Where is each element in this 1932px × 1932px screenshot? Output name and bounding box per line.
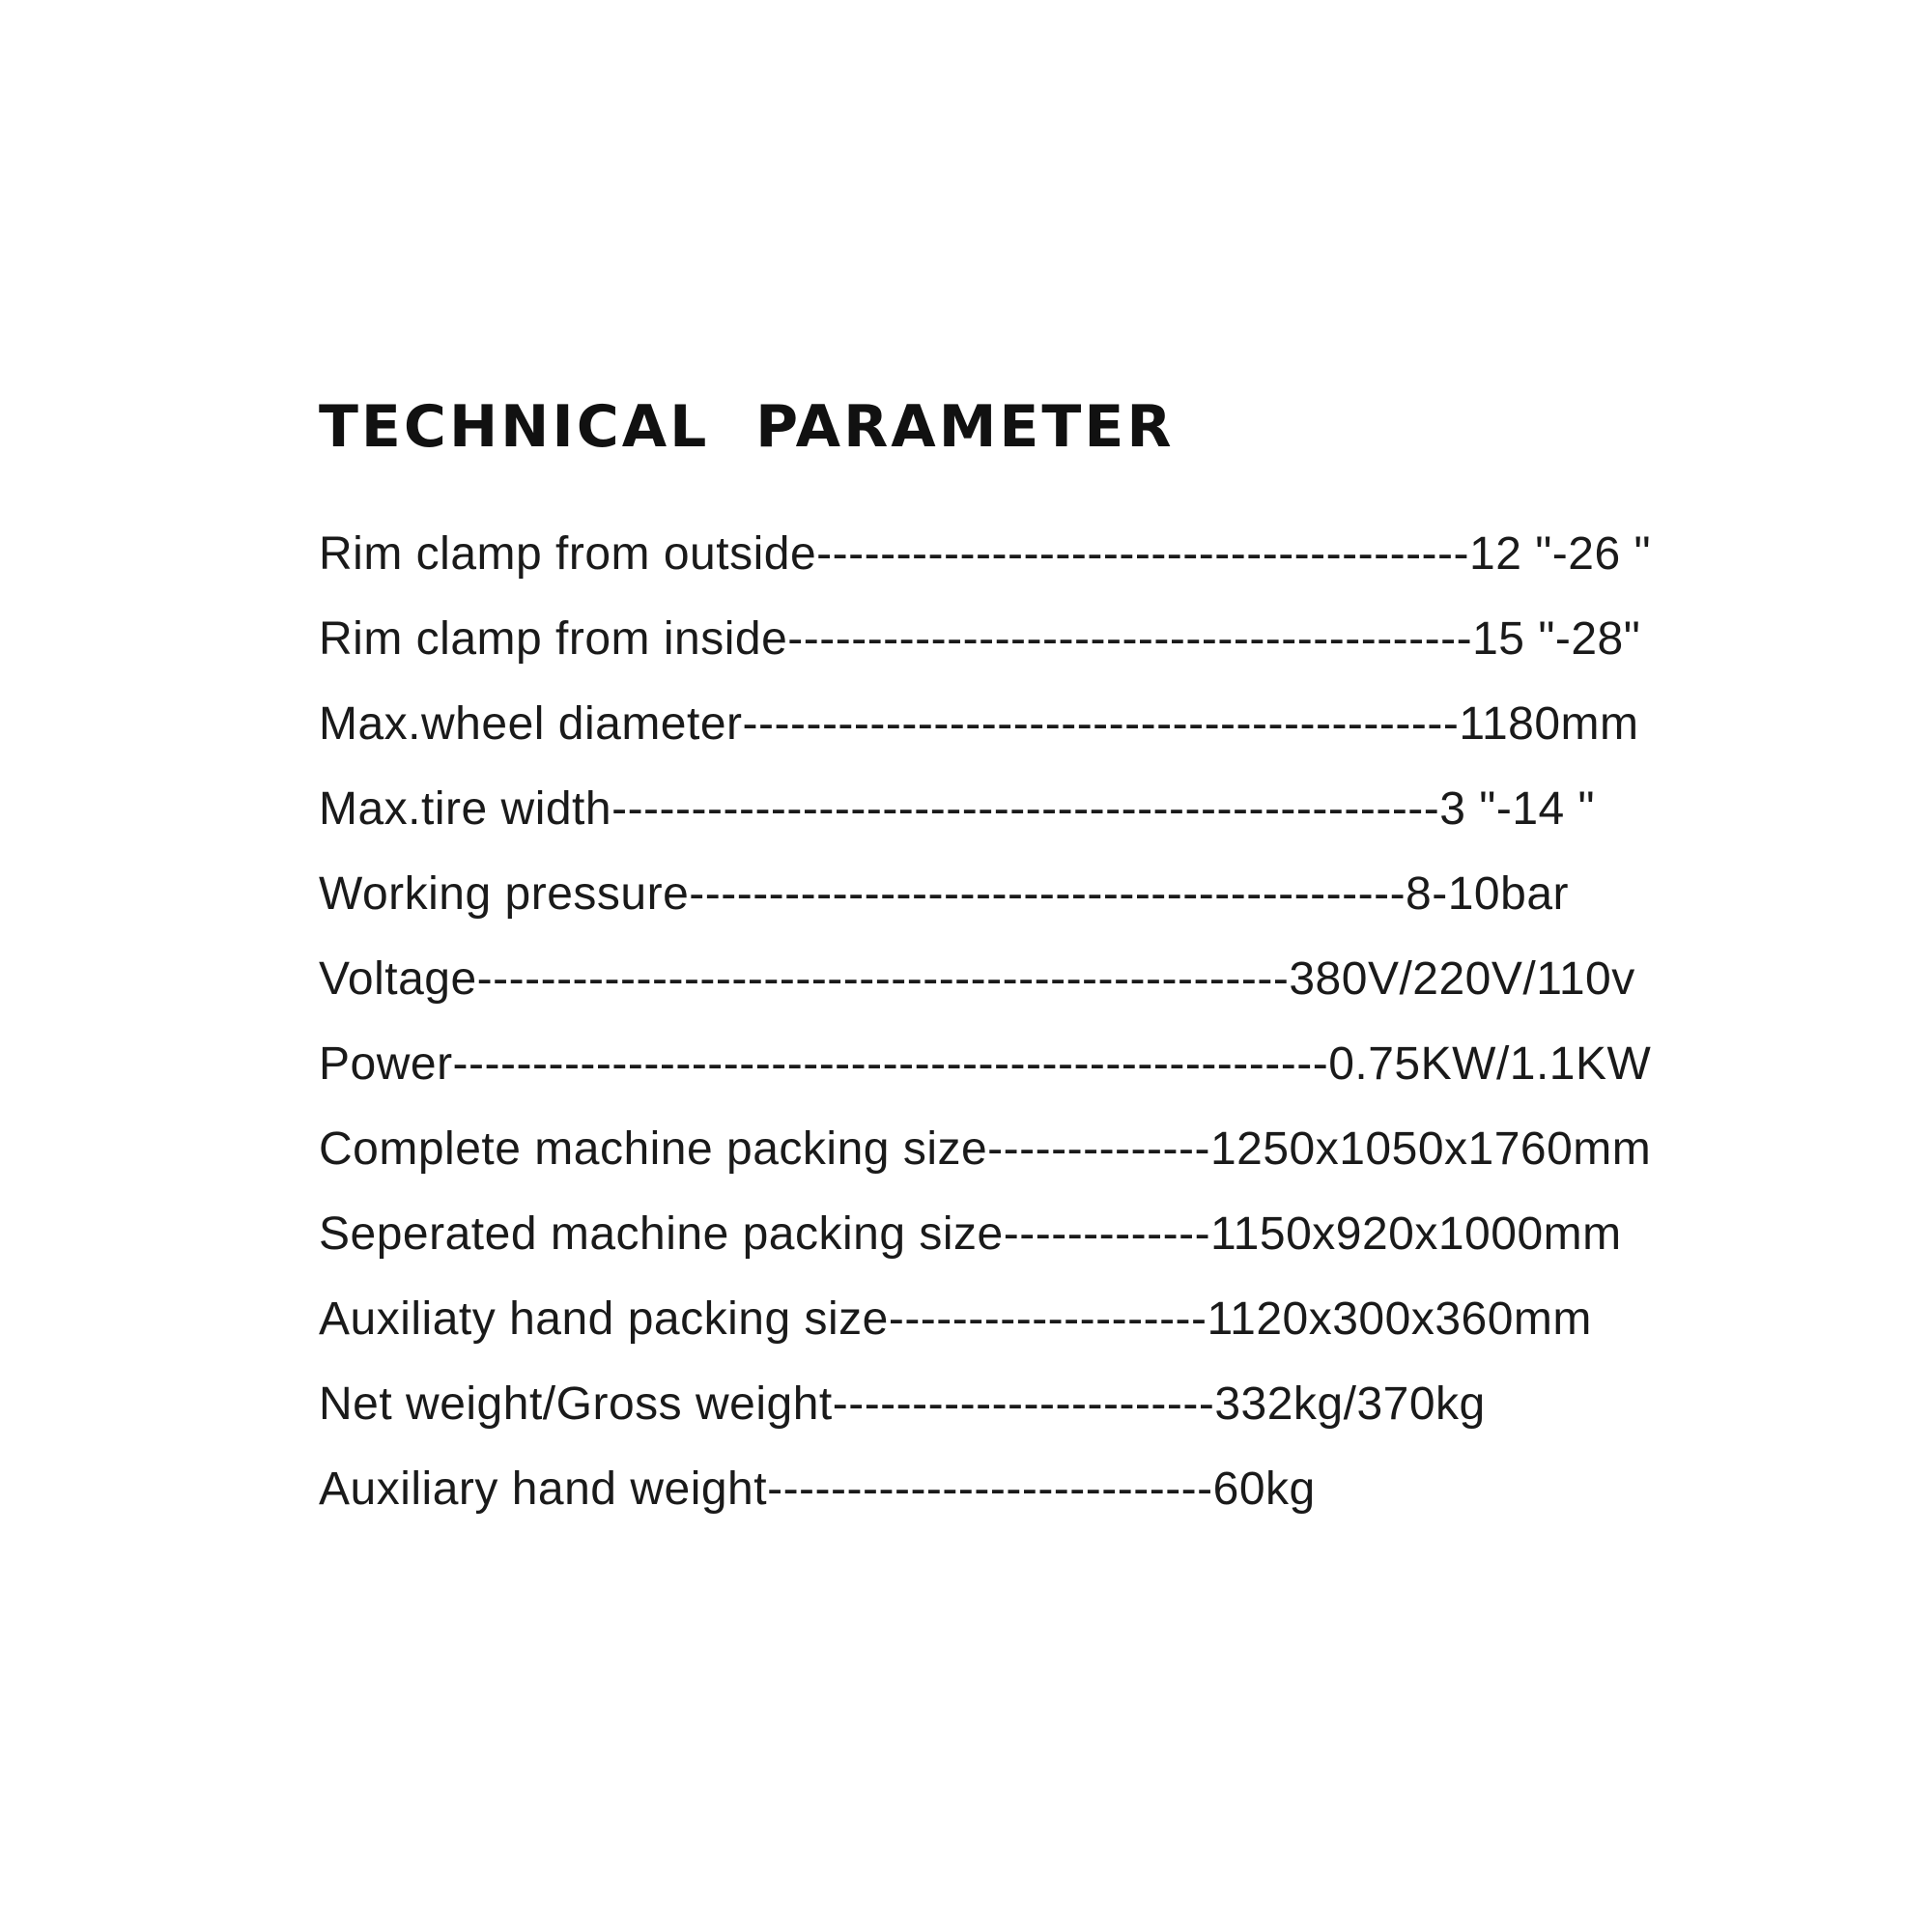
param-complete-packing-size: Complete machine packing size--------------1250x1050x1760mm [319, 1123, 1652, 1175]
param-max-tire-width: Max.tire width----------------------------------------------------3 "-14 " [319, 783, 1596, 835]
parameter-list [319, 522, 1651, 1542]
param-rim-clamp-inside: Rim clamp from inside-------------------------------------------15 "-28" [319, 613, 1641, 665]
param-aux-hand-packing-size: Auxiliaty hand packing size--------------------1120x300x360mm [319, 1293, 1592, 1345]
param-net-gross-weight: Net weight/Gross weight------------------------332kg/370kg [319, 1378, 1486, 1430]
param-separated-packing-size: Seperated machine packing size-------------1150x920x1000mm [319, 1208, 1622, 1260]
param-voltage: Voltage---------------------------------------------------380V/220V/110v [319, 953, 1635, 1005]
page-title: TECHNICAL PARAMETER [319, 393, 1175, 461]
param-power: Power-------------------------------------------------------0.75KW/1.1KW [319, 1038, 1652, 1090]
param-working-pressure: Working pressure---------------------------------------------8-10bar [319, 868, 1569, 920]
param-rim-clamp-outside: Rim clamp from outside-----------------------------------------12 "-26 " [319, 528, 1652, 580]
param-max-wheel-diameter: Max.wheel diameter---------------------------------------------1180mm [319, 698, 1639, 750]
param-aux-hand-weight: Auxiliary hand weight----------------------------60kg [319, 1463, 1316, 1515]
